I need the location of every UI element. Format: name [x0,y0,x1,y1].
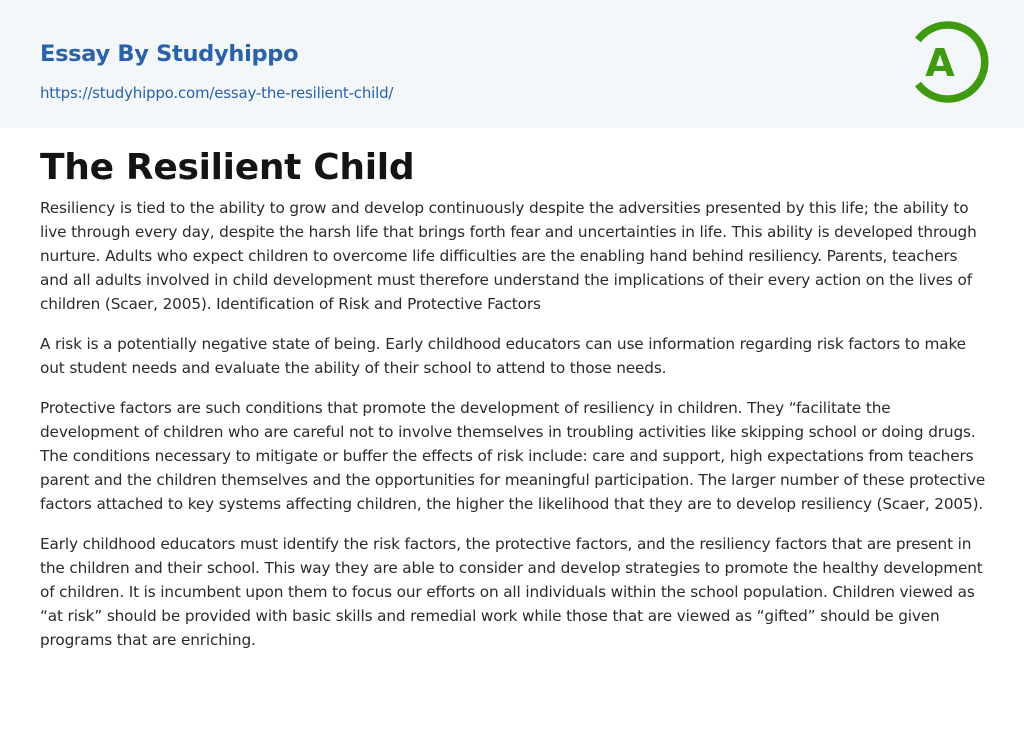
paragraph: Resiliency is tied to the ability to grow and develop continuously despite the adversities presented by this life; the ability to live through every day, despite the harsh life that brings forth fear and uncertainties in life. This ability is developed through nurture. Adults who expect children to overcome life difficulties are the enabling hand behind resiliency. Parents, teachers and all adults involved in child development must therefore understand the implications of their every action on the lives of children (Scaer, 2005). Identification of Risk and Protective Factors [40,199,977,313]
essay-url-link[interactable]: https://studyhippo.com/essay-the-resilient-child/ [40,84,394,102]
article [0,128,1024,652]
article-title: The Resilient Child [40,147,415,188]
paragraph: Early childhood educators must identify the risk factors, the protective factors, and the resiliency factors that are present in the children and their school. This way they are able to consider and develop strategies to promote the healthy development of children. It is incumbent upon them to focus our efforts on all individuals within the school population. Children viewed as “at risk” should be provided with basic skills and remedial work while those that are viewed as “gifted” should be given programs that are enriching. [40,535,983,649]
site-header [0,0,1024,128]
studyhippo-logo-icon[interactable] [905,18,993,106]
paragraph: Protective factors are such conditions that promote the development of resiliency in children. They “facilitate the development of children who are careful not to involve themselves in troubling activities like skipping school or doing drugs. The conditions necessary to mitigate or buffer the effects of risk include: care and support, high expectations from teachers parent and the children themselves and the opportunities for meaningful participation. The larger number of these protective factors attached to key systems affecting children, the higher the likelihood that they are to develop resiliency (Scaer, 2005). [40,399,986,513]
brand-title: Essay By Studyhippo [40,41,299,67]
paragraph: A risk is a potentially negative state of being. Early childhood educators can use information regarding risk factors to make out student needs and evaluate the ability of their school to attend to those needs. [40,335,966,377]
svg-text:A: A [925,41,955,85]
